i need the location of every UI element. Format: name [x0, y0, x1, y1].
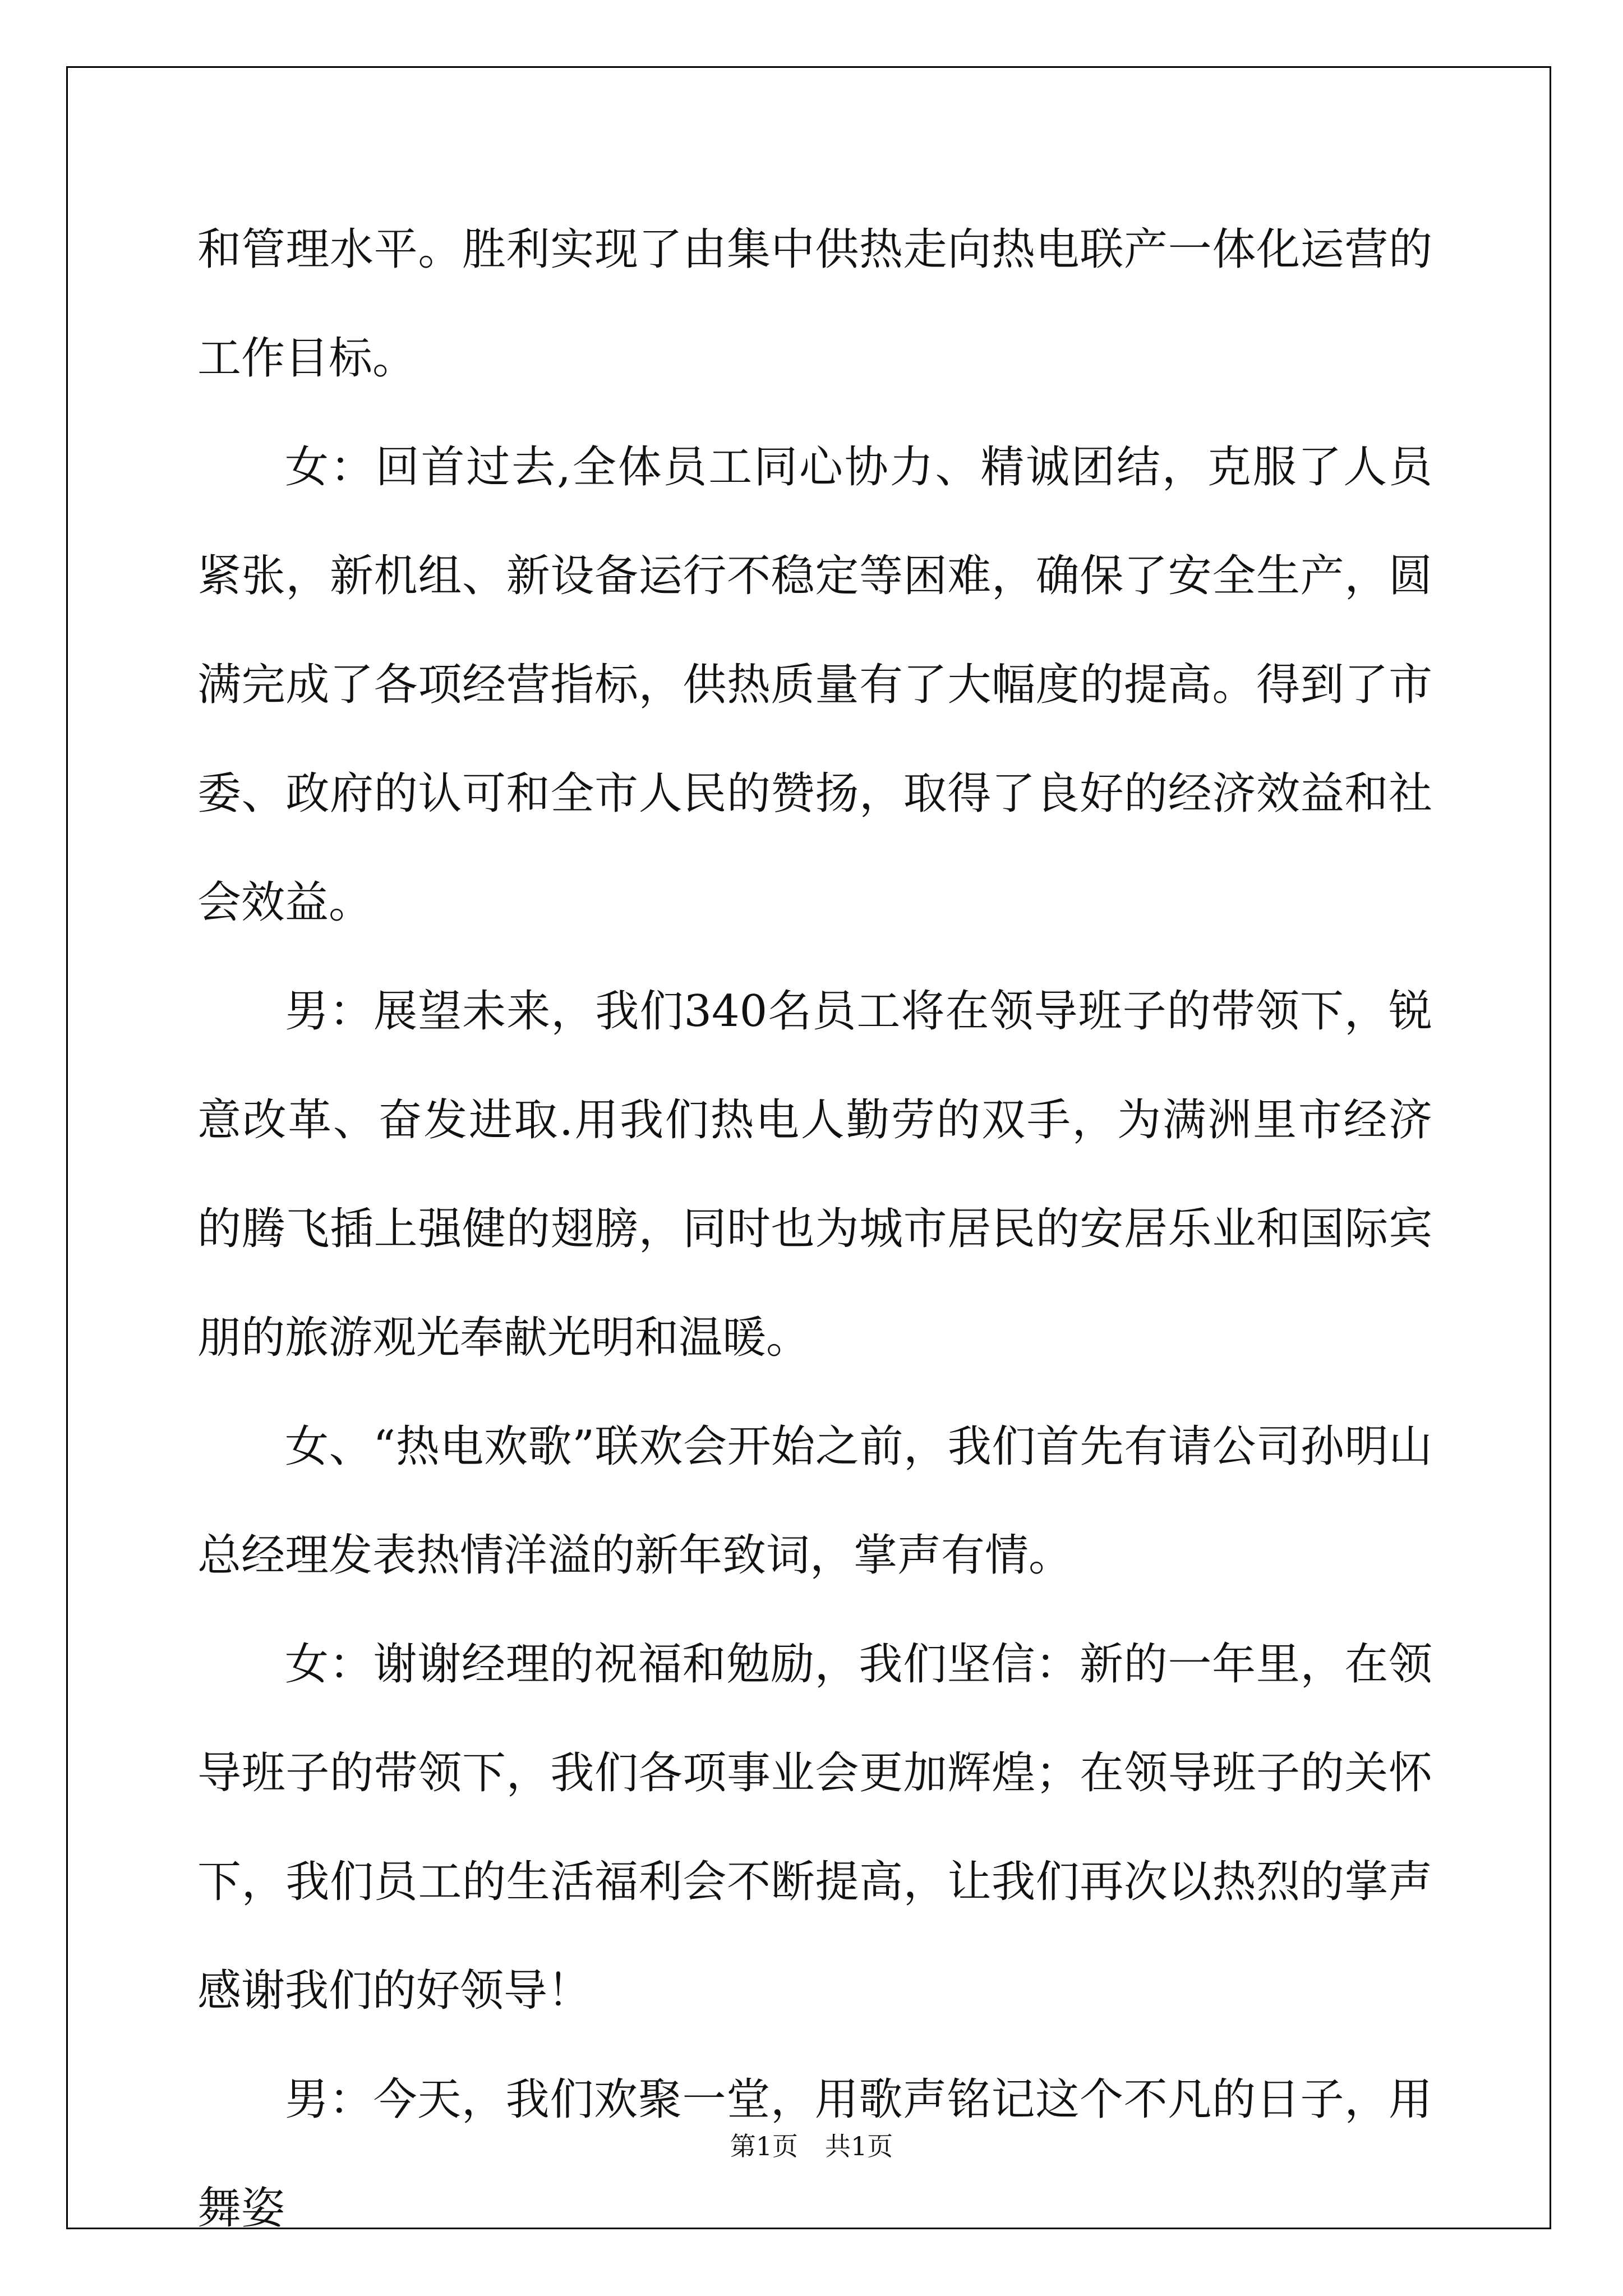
- page-total: 共1页: [825, 2131, 893, 2161]
- paragraph-4: 女、“热电欢歌”联欢会开始之前，我们首先有请公司孙明山总经理发表热情洋溢的新年致词，掌声有情。: [197, 1421, 1432, 1581]
- page-footer: [0, 2126, 1623, 2163]
- paragraph-2: 女：回首过去,全体员工同心协力、精诚团结，克服了人员紧张，新机组、新设备运行不稳定等困难，确保了安全生产，圆满完成了各项经营指标，供热质量有了大幅度的提高。得到了市委、政府的认可和全市人民的赞扬，取得了良好的经济效益和社会效益。: [197, 442, 1432, 928]
- document-body: [197, 195, 1432, 2263]
- paragraph-5: 女：谢谢经理的祝福和勉励，我们坚信：新的一年里，在领导班子的带领下，我们各项事业会更加辉煌；在领导班子的关怀下，我们员工的生活福利会不断提高，让我们再次以热烈的掌声感谢我们的好领导！: [197, 1639, 1432, 2016]
- paragraph-1: 和管理水平。胜利实现了由集中供热走向热电联产一体化运营的工作目标。: [197, 224, 1432, 384]
- paragraph-6: 男：今天，我们欢聚一堂，用歌声铭记这个不凡的日子，用舞姿: [197, 2074, 1432, 2234]
- page-number: 第1页: [730, 2131, 798, 2161]
- paragraph-3: 男：展望未来，我们340名员工将在领导班子的带领下，锐意改革、奋发进取.用我们热电人勤劳的双手，为满洲里市经济的腾飞插上强健的翅膀，同时也为城市居民的安居乐业和国际宾朋的旅游观光奉献光明和温暖。: [197, 986, 1432, 1363]
